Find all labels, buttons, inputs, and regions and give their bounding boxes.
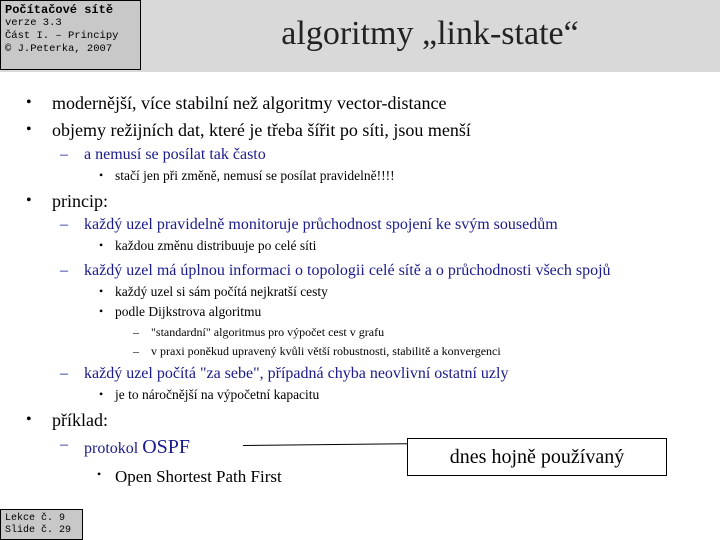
dash-marker: – bbox=[133, 325, 139, 339]
course-copyright: © J.Peterka, 2007 bbox=[5, 43, 113, 55]
bullet-item bbox=[133, 325, 385, 340]
bullet-item bbox=[99, 284, 328, 300]
bullet-text: "standardní" algoritmus pro výpočet cest v grafu bbox=[151, 325, 385, 339]
bullet-item bbox=[60, 262, 611, 280]
bullet-text: podle Dijkstrova algoritmu bbox=[115, 304, 262, 319]
bullet-item bbox=[60, 436, 191, 459]
bullet-marker: • bbox=[26, 94, 32, 111]
slide-title: algoritmy „link-state“ bbox=[281, 15, 579, 52]
bullet-text: každou změnu distribuuje po celé síti bbox=[115, 238, 317, 253]
bullet-text: a nemusí se posílat tak často bbox=[84, 146, 266, 163]
dash-marker: – bbox=[60, 262, 68, 279]
bullet-marker: • bbox=[99, 387, 104, 401]
bullet-marker: • bbox=[99, 304, 104, 318]
bullet-text: každý uzel počítá "za sebe", případná chyba neovlivní ostatní uzly bbox=[84, 365, 509, 382]
bullet-item bbox=[99, 304, 262, 320]
bullet-marker: • bbox=[26, 192, 32, 209]
bullet-item bbox=[26, 410, 108, 431]
slide-number: Slide č. 29 bbox=[5, 525, 72, 536]
slide-footer-box bbox=[0, 509, 83, 540]
bullet-text: modernější, více stabilní než algoritmy vector-distance bbox=[52, 93, 447, 113]
ospf-label: OSPF bbox=[142, 436, 191, 458]
bullet-item bbox=[60, 146, 266, 164]
bullet-text: každý uzel pravidelně monitoruje průchodnost spojení ke svým sousedům bbox=[84, 216, 558, 233]
bullet-text: příklad: bbox=[52, 410, 108, 430]
bullet-marker: • bbox=[99, 168, 104, 182]
bullet-item bbox=[26, 120, 471, 141]
bullet-text: stačí jen při změně, nemusí se posílat pravidelně!!!! bbox=[115, 168, 395, 183]
bullet-text: každý uzel si sám počítá nejkratší cesty bbox=[115, 284, 328, 299]
bullet-text: protokol bbox=[84, 440, 143, 457]
bullet-item bbox=[60, 216, 558, 234]
bullet-item bbox=[26, 93, 447, 114]
course-version: verze 3.3 bbox=[5, 17, 62, 29]
lecture-number: Lekce č. 9 bbox=[5, 513, 66, 524]
dash-marker: – bbox=[60, 216, 68, 233]
bullet-marker: • bbox=[26, 411, 32, 428]
course-part: Část I. – Principy bbox=[5, 30, 119, 42]
bullet-text: princip: bbox=[52, 191, 108, 211]
bullet-item bbox=[99, 387, 320, 403]
dash-marker: – bbox=[60, 436, 68, 453]
bullet-item bbox=[97, 467, 282, 487]
bullet-item bbox=[99, 238, 317, 254]
bullet-text: je to náročnější na výpočetní kapacitu bbox=[115, 387, 320, 402]
bullet-text: každý uzel má úplnou informaci o topologii celé sítě a o průchodnosti všech spojů bbox=[84, 262, 611, 279]
bullet-marker: • bbox=[99, 238, 104, 252]
callout-box: dnes hojně používaný bbox=[407, 438, 667, 476]
bullet-marker: • bbox=[26, 121, 32, 138]
bullet-item bbox=[133, 344, 501, 359]
bullet-marker: • bbox=[99, 284, 104, 298]
bullet-text: v praxi poněkud upravený kvůli větší robustnosti, stabilitě a konvergenci bbox=[151, 344, 501, 358]
course-name: Počítačové sítě bbox=[5, 3, 114, 17]
dash-marker: – bbox=[133, 344, 139, 358]
bullet-text: Open Shortest Path First bbox=[115, 467, 282, 486]
bullet-marker: • bbox=[97, 467, 102, 481]
bullet-item bbox=[26, 191, 108, 212]
bullet-item bbox=[60, 365, 509, 383]
bullet-item bbox=[99, 168, 395, 184]
dash-marker: – bbox=[60, 365, 68, 382]
bullet-text: objemy režijních dat, které je třeba šířit po síti, jsou menší bbox=[52, 120, 471, 140]
dash-marker: – bbox=[60, 146, 68, 163]
